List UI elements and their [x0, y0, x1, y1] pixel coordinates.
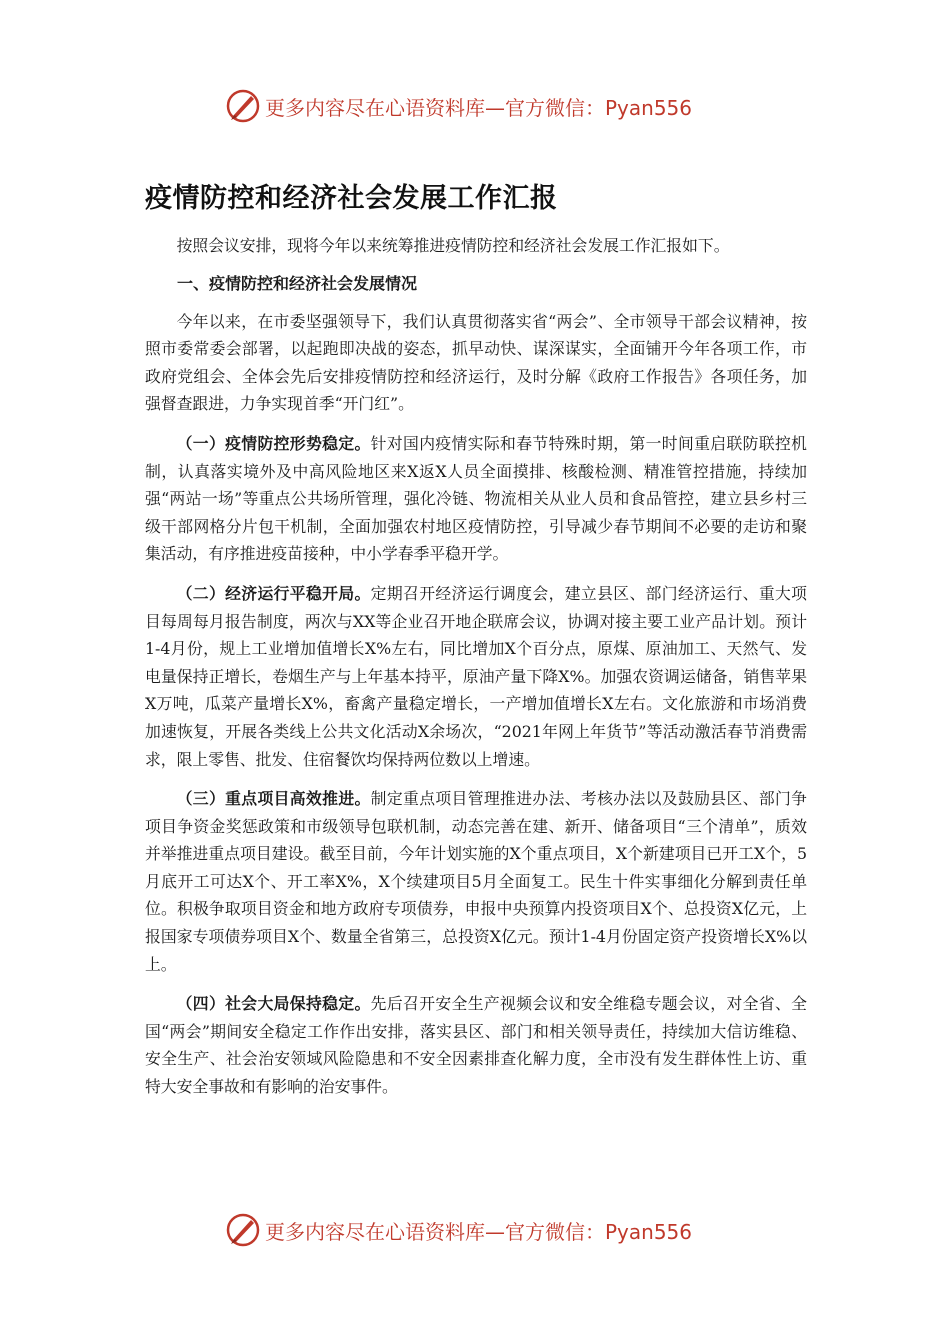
item-label: （一）疫情防控形势稳定。: [176, 433, 371, 453]
quill-logo-icon: [225, 1212, 261, 1248]
item-text: 先后召开安全生产视频会议和安全维稳专题会议，对全省、全国“两会”期间安全稳定工作作出安排，落实县区、部门和相关领导责任，持续加大信访维稳、安全生产、社会治安领域风险隐患和不安全因素排查化解力度，全市没有发生群体性上访、重特大安全事故和有影响的治安事件。: [145, 994, 807, 1097]
item-paragraph-1: [145, 430, 807, 568]
document-title: 疫情防控和经济社会发展工作汇报: [145, 183, 558, 214]
item-paragraph-2: [145, 580, 807, 773]
section-heading: 一、疫情防控和经济社会发展情况: [177, 273, 418, 293]
item-label: （四）社会大局保持稳定。: [176, 994, 371, 1014]
item-text: 制定重点项目管理推进办法、考核办法以及鼓励县区、部门争项目争资金奖惩政策和市级领导包联机制，动态完善在建、新开、储备项目“三个清单”，质效并举推进重点项目建设。截至目前，今年计划实施的X个重点项目，X个新建项目已开工X个，5月底开工可达X个、开工率X%，X个续建项目5月全面复工。民生十件实事细化分解到责任单位。积极争取项目资金和地方政府专项债券，申报中央预算内投资项目X个、总投资X亿元，上报国家专项债券项目X个、数量全省第三，总投资X亿元。预计1-4月份固定资产投资增长X%以上。: [145, 789, 807, 974]
item-label: （三）重点项目高效推进。: [176, 789, 371, 809]
item-paragraph-3: [145, 785, 807, 978]
intro-paragraph: 按照会议安排，现将今年以来统筹推进疫情防控和经济社会发展工作汇报如下。: [176, 236, 730, 255]
quill-logo-icon: [225, 88, 261, 124]
document-body: [145, 232, 807, 1113]
footer-watermark: [225, 1210, 725, 1250]
header-watermark: [225, 86, 725, 126]
item-text: 针对国内疫情实际和春节特殊时期，第一时间重启联防联控机制，认真落实境外及中高风险地区来X返X人员全面摸排、核酸检测、精准管控措施，持续加强“两站一场”等重点公共场所管理，强化冷链、物流相关从业人员和食品管控，建立县乡村三级干部网格分片包干机制，全面加强农村地区疫情防控，引导减少春节期间不必要的走访和聚集活动，有序推进疫苗接种，中小学春季平稳开学。: [145, 433, 807, 564]
watermark-text: 更多内容尽在心语资料库—官方微信：Pyan556: [265, 1219, 693, 1244]
item-paragraph-4: [145, 990, 807, 1100]
item-text: 定期召开经济运行调度会，建立县区、部门经济运行、重大项目每周每月报告制度，两次与XX等企业召开地企联席会议，协调对接主要工业产品计划。预计1-4月份，规上工业增加值增长X%左右，同比增加X个百分点，原煤、原油加工、天然气、发电量保持正增长，卷烟生产与上年基本持平，原油产量下降X%。加强农资调运储备，销售苹果X万吨，瓜菜产量增长X%，畜禽产量稳定增长，一产增加值增长X左右。文化旅游和市场消费加速恢复，开展各类线上公共文化活动X余场次，“2021年网上年货节”等活动激活春节消费需求，限上零售、批发、住宿餐饮均保持两位数以上增速。: [145, 583, 807, 769]
watermark-text: 更多内容尽在心语资料库—官方微信：Pyan556: [265, 95, 693, 120]
section-paragraph: 今年以来，在市委坚强领导下，我们认真贯彻落实省“两会”、全市领导干部会议精神，按照市委常委会部署，以起跑即决战的姿态，抓早动快、谋深谋实，全面铺开今年各项工作，市政府党组会、全体会先后安排疫情防控和经济运行，及时分解《政府工作报告》各项任务，加强督查跟进，力争实现首季“开门红”。: [145, 311, 807, 414]
item-label: （二）经济运行平稳开局。: [176, 583, 371, 603]
